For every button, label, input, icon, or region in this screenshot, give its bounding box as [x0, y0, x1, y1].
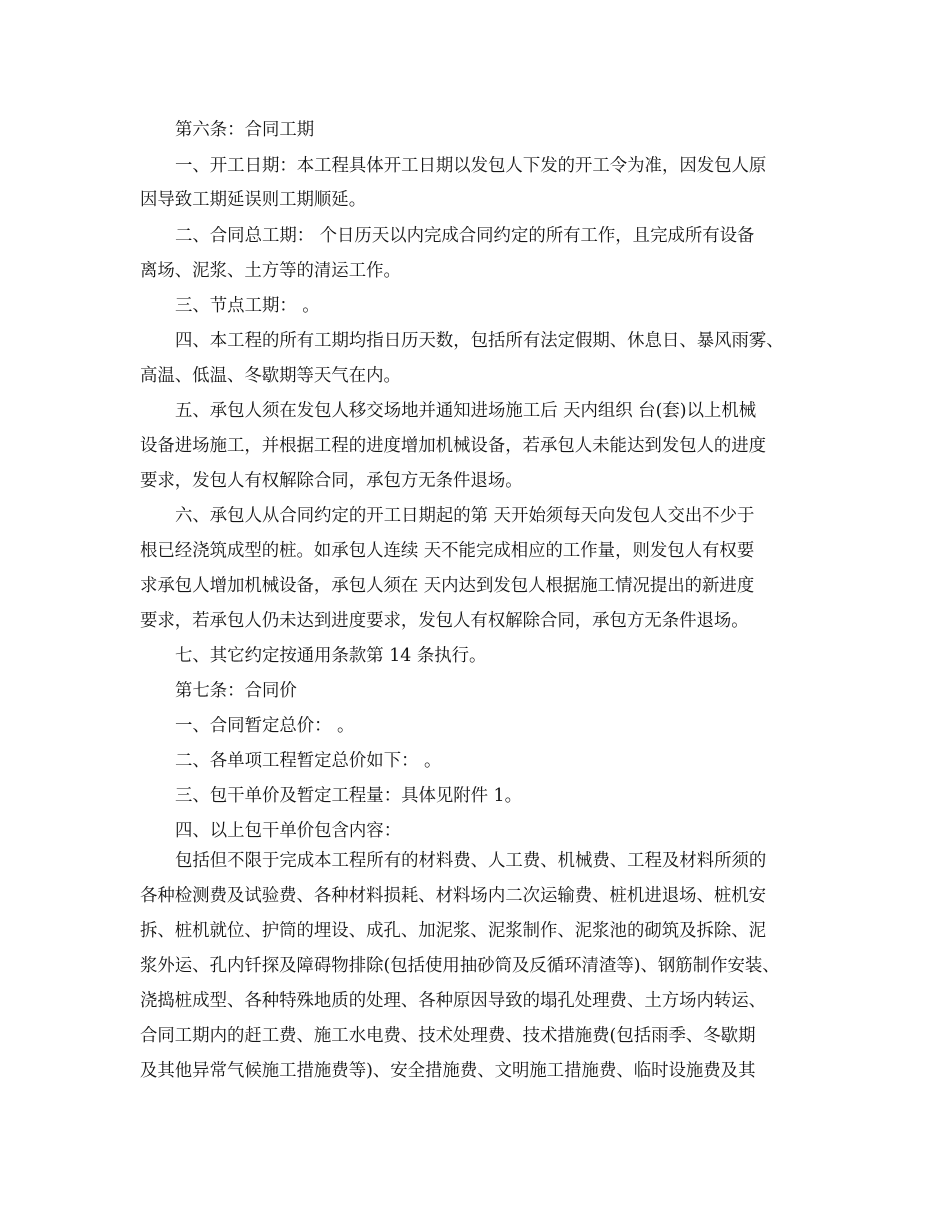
paragraph-line: 一、合同暂定总价： 。	[175, 716, 355, 736]
paragraph-line: 一、开工日期：本工程具体开工日期以发包人下发的开工令为准，因发包人原	[175, 156, 767, 176]
paragraph-line: 拆、桩机就位、护筒的埋设、成孔、加泥浆、泥浆制作、泥浆池的砌筑及拆除、泥	[140, 921, 767, 941]
paragraph-line: 浆外运、孔内钎探及障碍物排除(包括使用抽砂筒及反循环清渣等)、钢筋制作安装、	[140, 956, 780, 976]
paragraph-line: 根已经浇筑成型的桩。如承包人连续 天不能完成相应的工作量，则发包人有权要	[140, 541, 755, 561]
paragraph-line: 因导致工期延误则工期顺延。	[140, 190, 367, 210]
paragraph-line: 要求，发包人有权解除合同，承包方无条件退场。	[140, 471, 523, 491]
paragraph-line: 三、包干单价及暂定工程量：具体见附件 1。	[175, 786, 523, 806]
paragraph-line: 求承包人增加机械设备，承包人须在 天内达到发包人根据施工情况提出的新进度	[140, 576, 755, 596]
paragraph-line: 各种检测费及试验费、各种材料损耗、材料场内二次运输费、桩机进退场、桩机安	[140, 886, 767, 906]
heading-article-6: 第六条：合同工期	[175, 120, 315, 140]
paragraph-line: 六、承包人从合同约定的开工日期起的第 天开始须每天向发包人交出不少于	[175, 506, 755, 526]
paragraph-line: 要求，若承包人仍未达到进度要求，发包人有权解除合同，承包方无条件退场。	[140, 611, 749, 631]
paragraph-line: 设备进场施工，并根据工程的进度增加机械设备，若承包人未能达到发包人的进度	[140, 436, 767, 456]
paragraph-line: 三、节点工期： 。	[175, 296, 320, 316]
paragraph-line: 四、本工程的所有工期均指日历天数，包括所有法定假期、休息日、暴风雨雾、	[175, 331, 784, 351]
paragraph-line: 二、各单项工程暂定总价如下： 。	[175, 751, 442, 771]
heading-article-7: 第七条：合同价	[175, 681, 297, 701]
paragraph-line: 高温、低温、冬歇期等天气在内。	[140, 366, 401, 386]
paragraph-line: 包括但不限于完成本工程所有的材料费、人工费、机械费、工程及材料所须的	[175, 851, 767, 871]
paragraph-line: 合同工期内的赶工费、施工水电费、技术处理费、技术措施费(包括雨季、冬歇期	[140, 1026, 756, 1046]
paragraph-line: 浇捣桩成型、各种特殊地质的处理、各种原因导致的塌孔处理费、土方场内转运、	[140, 991, 767, 1011]
paragraph-line: 四、以上包干单价包含内容：	[175, 821, 402, 841]
paragraph-line: 二、合同总工期： 个日历天以内完成合同约定的所有工作，且完成所有设备	[175, 226, 755, 246]
paragraph-line: 七、其它约定按通用条款第 14 条执行。	[175, 646, 487, 666]
paragraph-line: 五、承包人须在发包人移交场地并通知进场施工后 天内组织 台(套)以上机械	[175, 401, 757, 421]
paragraph-line: 离场、泥浆、土方等的清运工作。	[140, 261, 401, 281]
paragraph-line: 及其他异常气候施工措施费等)、安全措施费、文明施工措施费、临时设施费及其	[140, 1061, 756, 1081]
